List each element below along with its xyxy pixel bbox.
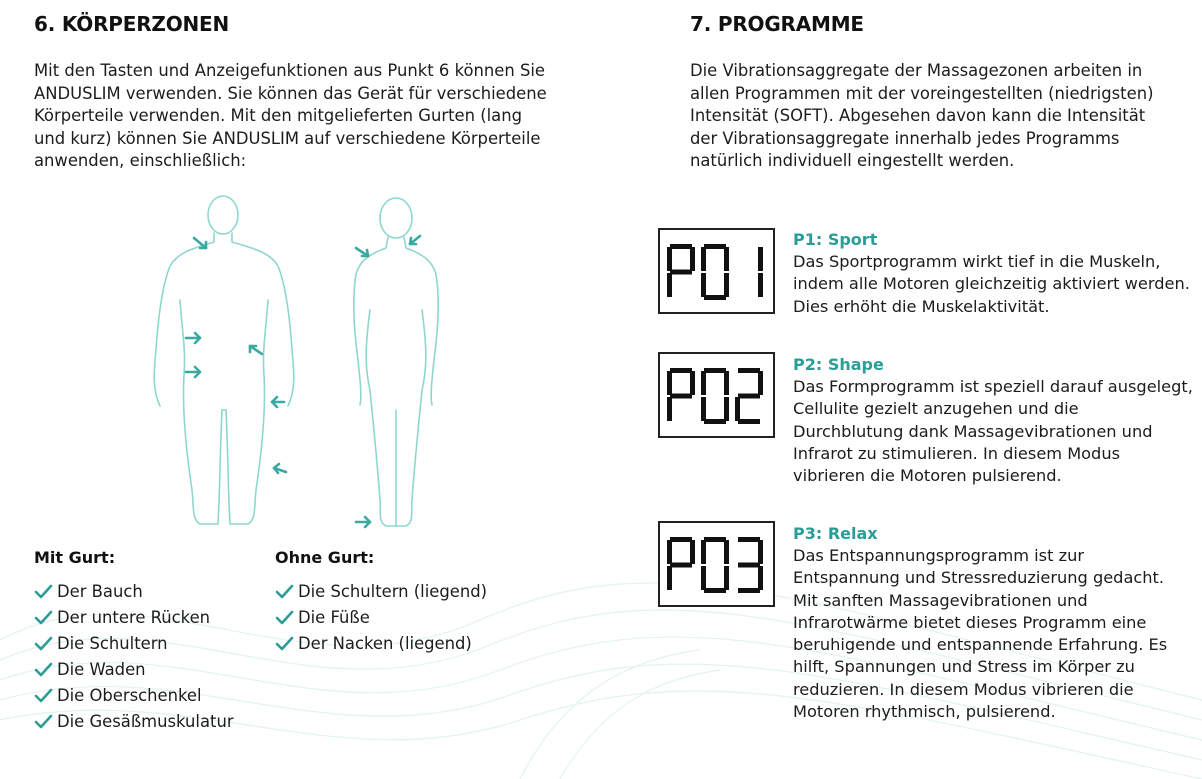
lcd-digits — [667, 368, 767, 424]
lcd-segment — [758, 566, 763, 590]
lcd-segment — [735, 397, 740, 421]
lcd-segment — [724, 566, 729, 590]
lcd-segment — [667, 273, 672, 297]
lcd-segment — [670, 244, 692, 249]
lcd-segment — [667, 247, 672, 271]
lcd-segment — [667, 397, 672, 421]
lcd-segment — [738, 537, 760, 542]
list-item: Die Oberschenkel — [34, 683, 234, 709]
lcd-segment — [724, 540, 729, 564]
body-zones-intro: Mit den Tasten und Anzeigefunktionen aus Punkt 6 können Sie ANDUSLIM verwenden. Sie können das Gerät für verschiedene Körperteile verwenden. Mit den mitgelieferten Gurten (lang und kurz) können Sie ANDUSLIM auf verschiedene Körperteile anwenden, einschließlich: — [34, 61, 547, 170]
lcd-segment — [738, 394, 760, 399]
lcd-segment — [667, 371, 672, 395]
without-belt-list — [275, 579, 487, 657]
list-item: Die Waden — [34, 657, 234, 683]
list-item: Die Schultern — [34, 631, 234, 657]
lcd-digits — [667, 244, 767, 300]
lcd-display-p02 — [658, 352, 775, 438]
lcd-segment — [701, 371, 706, 395]
lcd-segment — [704, 537, 726, 542]
program-title: P3: Relax — [793, 524, 878, 543]
lcd-segment — [704, 295, 726, 300]
checkmark-icon — [34, 662, 53, 678]
lcd-segment — [738, 563, 760, 568]
with-belt-heading: Mit Gurt: — [34, 548, 116, 567]
lcd-display-p03 — [658, 521, 775, 607]
lcd-segment — [670, 270, 692, 275]
list-item: Der untere Rücken — [34, 605, 234, 631]
lcd-segment — [704, 419, 726, 424]
lcd-segment — [758, 247, 763, 271]
section-heading-body-zones: 6. KÖRPERZONEN — [34, 12, 230, 36]
program-title: P1: Sport — [793, 230, 878, 249]
section-heading-programs: 7. PROGRAMME — [690, 12, 864, 36]
list-item: Der Bauch — [34, 579, 234, 605]
with-belt-list — [34, 579, 234, 735]
checkmark-icon — [34, 610, 53, 626]
checkmark-icon — [275, 610, 294, 626]
lcd-segment — [701, 273, 706, 297]
programs-intro: Die Vibrationsaggregate der Massagezonen arbeiten in allen Programmen mit der voreingestellten (niedrigsten) Intensität (SOFT). Abgesehen davon kann die Intensität der Vibrationsaggregate innerhalb jedes Programms natürlich individuell eingestellt werden. — [690, 61, 1154, 170]
lcd-segment — [667, 540, 672, 564]
program-title: P2: Shape — [793, 355, 884, 374]
checkmark-icon — [34, 636, 53, 652]
lcd-segment — [670, 368, 692, 373]
lcd-segment — [738, 368, 760, 373]
lcd-segment — [724, 397, 729, 421]
lcd-segment — [670, 537, 692, 542]
program-description: Das Formprogramm ist speziell darauf ausgelegt, Cellulite gezielt anzugehen und die Durchblutung dank Massagevibrationen und Infrarot zu stimulieren. In diesem Modus vibrieren die Motoren pulsierend. — [793, 377, 1193, 486]
program-description: Das Sportprogramm wirkt tief in die Muskeln, indem alle Motoren gleichzeitig aktiviert werden. Dies erhöht die Muskelaktivität. — [793, 252, 1190, 316]
lcd-segment — [704, 368, 726, 373]
without-belt-heading: Ohne Gurt: — [275, 548, 375, 567]
lcd-segment — [758, 371, 763, 395]
lcd-segment — [738, 419, 760, 424]
checkmark-icon — [34, 688, 53, 704]
list-item: Die Schultern (liegend) — [275, 579, 487, 605]
list-item: Der Nacken (liegend) — [275, 631, 487, 657]
lcd-display-p01 — [658, 228, 775, 314]
checkmark-icon — [275, 636, 294, 652]
lcd-segment — [701, 247, 706, 271]
lcd-segment — [704, 588, 726, 593]
lcd-segment — [758, 540, 763, 564]
lcd-segment — [670, 394, 692, 399]
lcd-segment — [667, 566, 672, 590]
lcd-segment — [701, 540, 706, 564]
lcd-segment — [701, 566, 706, 590]
checkmark-icon — [275, 584, 294, 600]
lcd-segment — [690, 371, 695, 395]
checkmark-icon — [34, 584, 53, 600]
lcd-segment — [738, 588, 760, 593]
list-item: Die Gesäßmuskulatur — [34, 709, 234, 735]
lcd-segment — [690, 540, 695, 564]
lcd-segment — [758, 273, 763, 297]
lcd-segment — [724, 273, 729, 297]
lcd-segment — [704, 244, 726, 249]
lcd-segment — [670, 563, 692, 568]
lcd-segment — [701, 397, 706, 421]
lcd-segment — [724, 371, 729, 395]
checkmark-icon — [34, 714, 53, 730]
lcd-segment — [690, 247, 695, 271]
lcd-digits — [667, 537, 767, 593]
program-description: Das Entspannungsprogramm ist zur Entspannung und Stressreduzierung gedacht. Mit sanften Massagevibrationen und Infrarotwärme bietet dieses Programm eine beruhigende und entspannende Erfahrung. Es hilft, Spannungen und Stress im Körper zu reduzieren. In diesem Modus vibrieren die Motoren rhythmisch, pulsierend. — [793, 546, 1168, 722]
lcd-segment — [724, 247, 729, 271]
list-item: Die Füße — [275, 605, 487, 631]
body-outline-icon — [134, 190, 474, 540]
